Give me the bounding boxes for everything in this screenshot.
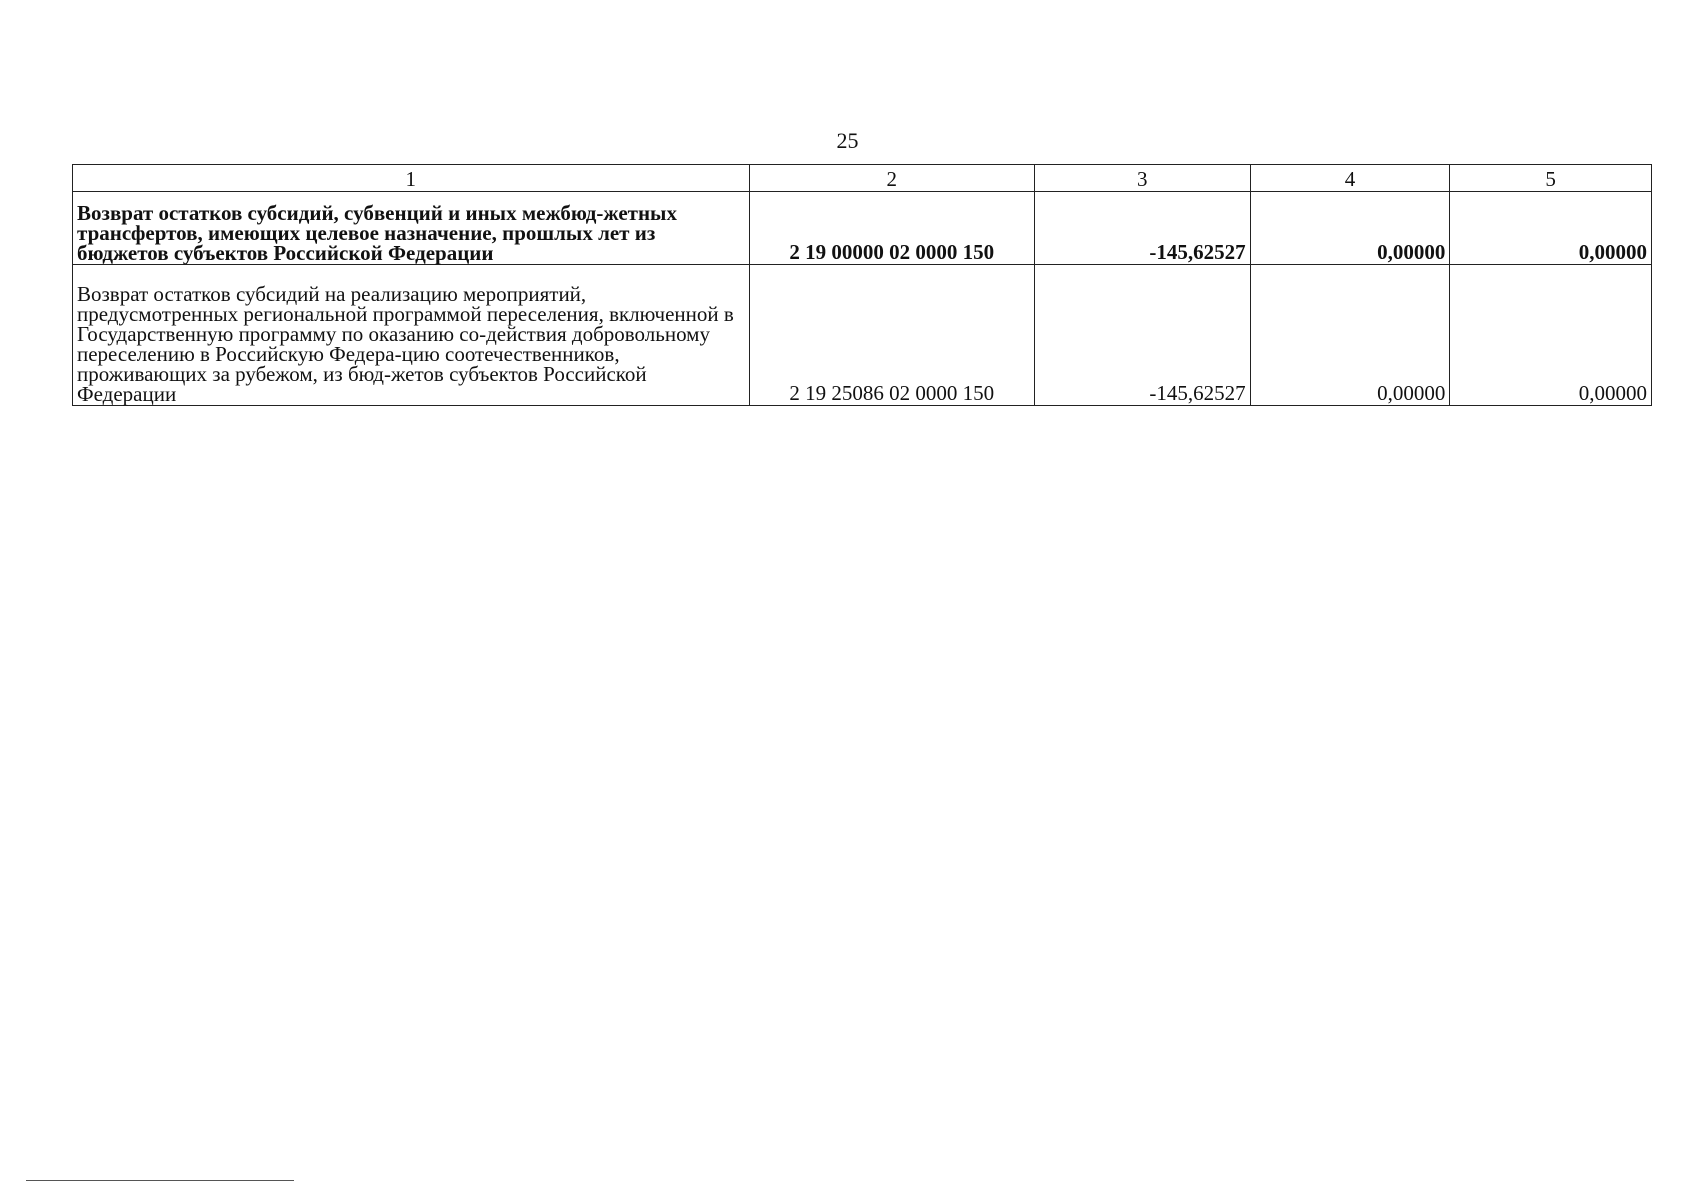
row-name: Возврат остатков субсидий на реализацию мероприятий, предусмотренных региональной программой переселения, включенной в Государственную программу по оказанию со-действия добровольному переселению в Российскую Федера-цию соотечественников, проживающих за рубежом, из бюд-жетов субъектов Российской Федерации: [73, 265, 750, 406]
page-number: 25: [836, 128, 859, 153]
column-header-3: 3: [1034, 165, 1250, 192]
column-header-1: 1: [73, 165, 750, 192]
table-header-row: [73, 165, 1652, 192]
row-value-4: 0,00000: [1250, 192, 1450, 265]
row-value-5: 0,00000: [1450, 265, 1652, 406]
row-value-5: 0,00000: [1450, 192, 1652, 265]
table-row: [73, 192, 1652, 265]
budget-table: [72, 164, 1652, 406]
row-value-3: -145,62527: [1034, 265, 1250, 406]
footer-divider: [26, 1180, 294, 1181]
row-name: Возврат остатков субсидий, субвенций и иных межбюд-жетных трансфертов, имеющих целевое назначение, прошлых лет из бюджетов субъектов Российской Федерации: [73, 192, 750, 265]
row-code: 2 19 25086 02 0000 150: [749, 265, 1034, 406]
row-code: 2 19 00000 02 0000 150: [749, 192, 1034, 265]
row-value-4: 0,00000: [1250, 265, 1450, 406]
table-row: [73, 265, 1652, 406]
row-value-3: -145,62527: [1034, 192, 1250, 265]
column-header-4: 4: [1250, 165, 1450, 192]
column-header-5: 5: [1450, 165, 1652, 192]
column-header-2: 2: [749, 165, 1034, 192]
